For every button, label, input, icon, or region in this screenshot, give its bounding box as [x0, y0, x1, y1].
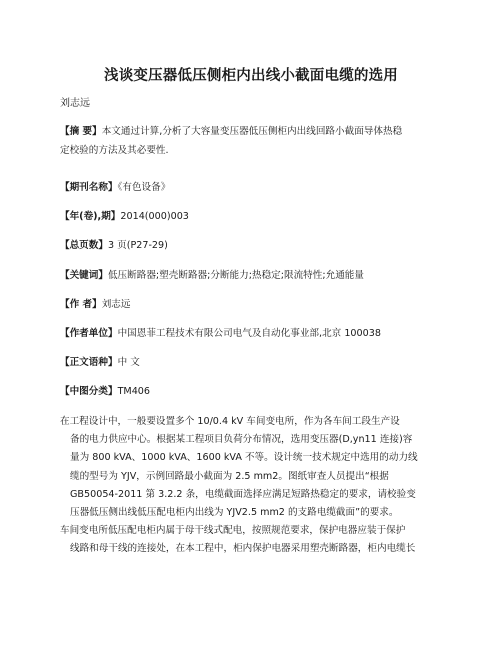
classification-label: 【中图分类】 [60, 386, 118, 397]
language-label: 【正文语种】 [60, 357, 118, 368]
year-label: 【年(卷),期】 [60, 211, 121, 222]
authors-field [60, 297, 440, 313]
abstract-field [60, 124, 440, 159]
body-line: 量为 800 kVA、1000 kVA、1600 kVA 不等。设计统一技术规定中选用的动力线 [70, 452, 418, 464]
classification-value: TM406 [117, 386, 151, 397]
abstract-text-line1: 本文通过计算,分析了大容量变压器低压侧柜内出线回路小截面导体热稳 [101, 126, 403, 137]
authors-value: 刘志远 [101, 299, 131, 310]
journal-value: 《有色设备》 [117, 182, 171, 193]
language-value: 中 文 [117, 357, 140, 368]
body-line: GB50054-2011 第 3.2.2 条，电缆截面选择应满足短路热稳定的要求，请校验变 [70, 488, 416, 500]
pages-field [60, 238, 440, 254]
affiliation-field [60, 326, 440, 342]
authors-label: 【作 者】 [60, 299, 102, 310]
journal-field [60, 180, 440, 196]
abstract-text-line2: 定校验的方法及其必要性. [60, 145, 169, 156]
pages-label: 【总页数】 [60, 240, 108, 251]
keywords-field [60, 268, 440, 284]
body-line: 缆的型号为 YJV，示例回路最小截面为 2.5 mm2。图纸审查人员提出“根据 [70, 470, 389, 482]
body-line: 在工程设计中，一般要设置多个 10/0.4 kV 车间变电所，作为各车间工段生产设 [60, 416, 400, 427]
body-line: 备的电力供应中心。根据某工程项目负荷分布情况，选用变压器(D,yn11 连接)容 [70, 434, 413, 446]
abstract-label: 【摘 要】 [60, 126, 102, 137]
body-paragraphs [60, 413, 444, 559]
language-field [60, 355, 440, 371]
affiliation-value: 中国恩菲工程技术有限公司电气及自动化事业部,北京 100038 [117, 328, 381, 339]
body-line: 线路和母干线的连接处，在本工程中，柜内保护电器采用塑壳断路器，柜内电缆长 [70, 543, 416, 555]
classification-field [60, 384, 440, 400]
affiliation-label: 【作者单位】 [60, 328, 118, 339]
year-field [60, 209, 440, 225]
document-title: 浅谈变压器低压侧柜内出线小截面电缆的选用 [104, 68, 398, 84]
pages-value: 3 页(P27-29) [107, 240, 168, 251]
author-name: 刘志远 [60, 98, 90, 109]
body-line: 压器低压侧出线低压配电柜内出线为 YJV2.5 mm2 的支路电缆截面”的要求。 [70, 507, 399, 519]
body-line: 车间变电所低压配电柜内属于母干线式配电，按照规范要求，保护电器应装于保护 [60, 525, 406, 537]
keywords-value: 低压断路器;塑壳断路器;分断能力;热稳定;限流特性;允通能量 [107, 270, 364, 281]
journal-label: 【期刊名称】 [60, 182, 118, 193]
keywords-label: 【关键词】 [60, 270, 108, 281]
year-value: 2014(000)003 [120, 211, 189, 222]
